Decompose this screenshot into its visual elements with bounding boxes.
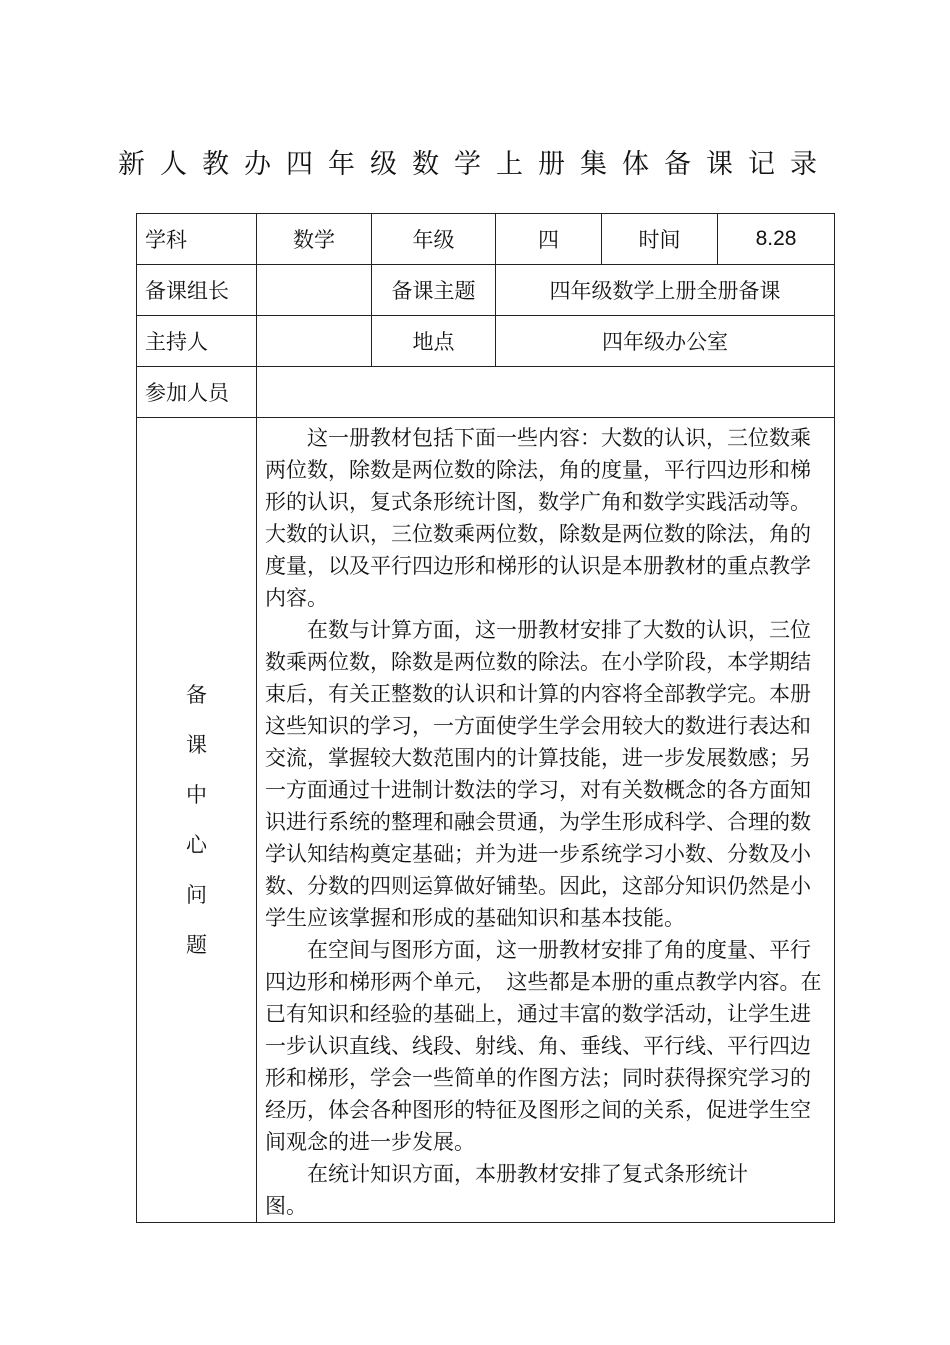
central-issue-content — [257, 418, 835, 1223]
label-char: 心 — [186, 833, 207, 857]
place-label: 地点 — [372, 316, 496, 367]
central-issue-label — [137, 418, 257, 1223]
lesson-prep-table — [136, 213, 835, 1223]
label-char: 中 — [186, 783, 207, 807]
row-leader-theme — [137, 265, 835, 316]
page-title: 新人教办四年级数学上册集体备课记录 — [118, 149, 832, 180]
host-value — [257, 316, 372, 367]
label-char: 备 — [186, 683, 207, 707]
leader-value — [257, 265, 372, 316]
grade-label: 年级 — [372, 214, 496, 265]
label-char: 题 — [186, 933, 207, 957]
leader-label: 备课组长 — [137, 265, 257, 316]
label-char: 课 — [186, 733, 207, 757]
row-basic-info — [137, 214, 835, 265]
participants-value — [257, 367, 835, 418]
label-char: 问 — [186, 883, 207, 907]
content-paragraph: 在统计知识方面，本册教材安排了复式条形统计 图。 — [265, 1162, 790, 1218]
row-main-content — [137, 418, 835, 1223]
row-participants — [137, 367, 835, 418]
row-host-place — [137, 316, 835, 367]
content-paragraph: 在数与计算方面，这一册教材安排了大数的认识，三位数乘两位数，除数是两位数的除法。在小学阶段，本学期结束后，有关正整数的认识和计算的内容将全部教学完。本册这些知识的学习，一方面使学生学会用较大的数进行表达和交流，掌握较大数范围内的计算技能，进一步发展数感；另一方面通过十进制计数法的学习，对有关数概念的各方面知识进行系统的整理和融会贯通，为学生形成科学、合理的数学认知结构奠定基础；并为进一步系统学习小数、分数及小数、分数的四则运算做好铺垫。因此，这部分知识仍然是小学生应该掌握和形成的基础知识和基本技能。 — [265, 618, 811, 930]
theme-label: 备课主题 — [372, 265, 496, 316]
subject-value: 数学 — [257, 214, 372, 265]
content-paragraph: 这一册教材包括下面一些内容：大数的认识，三位数乘两位数，除数是两位数的除法，角的度量，平行四边形和梯形的认识，复式条形统计图，数学广角和数学实践活动等。大数的认识，三位数乘两位数，除数是两位数的除法，角的度量，以及平行四边形和梯形的认识是本册教材的重点教学内容。 — [265, 426, 811, 610]
host-label: 主持人 — [137, 316, 257, 367]
place-value: 四年级办公室 — [496, 316, 835, 367]
theme-value: 四年级数学上册全册备课 — [496, 265, 835, 316]
grade-value: 四 — [496, 214, 602, 265]
participants-label: 参加人员 — [137, 367, 257, 418]
subject-label: 学科 — [137, 214, 257, 265]
time-label: 时间 — [602, 214, 718, 265]
time-value: 8.28 — [718, 214, 835, 265]
content-paragraph: 在空间与图形方面，这一册教材安排了角的度量、平行四边形和梯形两个单元， 这些都是本册的重点教学内容。在已有知识和经验的基础上，通过丰富的数学活动，让学生进一步认识直线、线段、射线、角、垂线、平行线、平行四边形和梯形，学会一些简单的作图方法；同时获得探究学习的经历，体会各种图形的特征及图形之间的关系，促进学生空间观念的进一步发展。 — [265, 938, 822, 1154]
